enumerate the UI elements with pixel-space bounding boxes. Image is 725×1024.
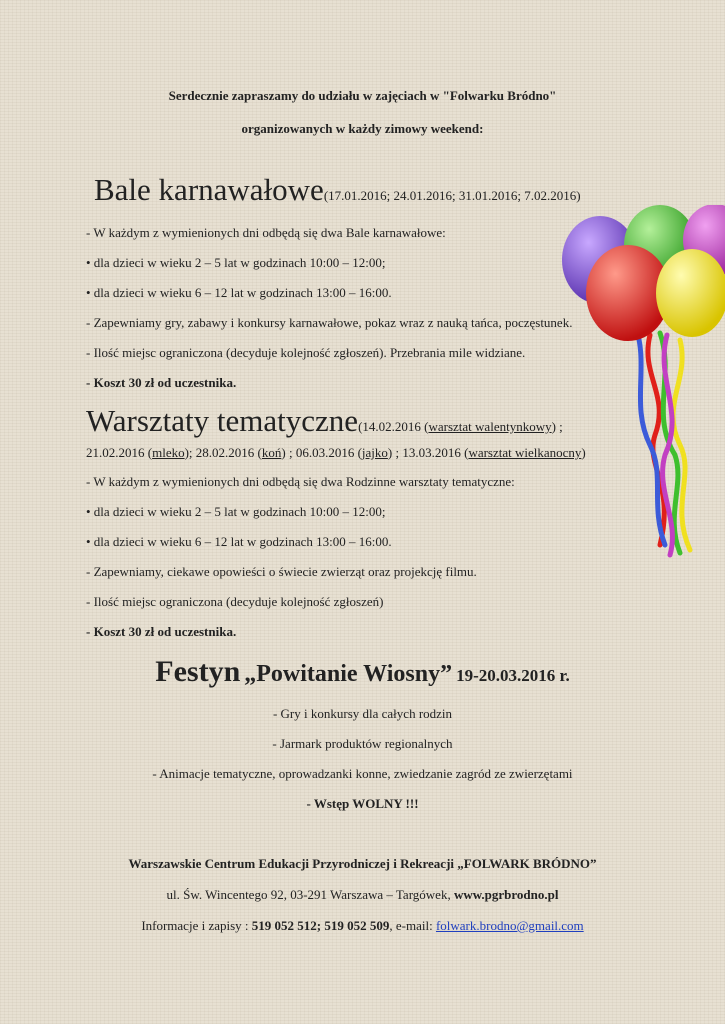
bale-line-3: • dla dzieci w wieku 6 – 12 lat w godzinach 13:00 – 16:00.	[86, 285, 392, 300]
warsztaty-line-2: • dla dzieci w wieku 2 – 5 lat w godzinach 10:00 – 12:00;	[86, 504, 386, 519]
festyn-free-entry: - Wstęp WOLNY !!!	[306, 796, 419, 811]
bale-dates: (17.01.2016; 24.01.2016; 31.01.2016; 7.02.2016)	[323, 188, 581, 203]
bale-heading	[94, 172, 581, 208]
warsztaty-wielkanocny-link[interactable]: warsztat wielkanocny	[468, 445, 582, 460]
intro-line-1: Serdecznie zapraszamy do udziału w zajęciach w "Folwarku Bródno"	[168, 88, 557, 103]
bale-line-5: - Ilość miejsc ograniczona (decyduje kolejność zgłoszeń). Przebrania mile widziane.	[86, 345, 526, 360]
footer-address-text: ul. Św. Wincentego 92, 03-291 Warszawa – Targówek,	[166, 887, 454, 902]
warsztaty-kon-link[interactable]: koń	[261, 445, 282, 460]
warsztaty-d2-post: )	[581, 445, 586, 460]
warsztaty-d2-mid2: ) ; 06.03.2016 (	[281, 445, 362, 460]
warsztaty-mleko-link[interactable]: mleko	[152, 445, 185, 460]
warsztaty-cost: - Koszt 30 zł od uczestnika.	[86, 624, 237, 639]
bale-line-1: - W każdym z wymienionych dni odbędą się dwa Bale karnawałowe:	[86, 225, 446, 240]
warsztaty-d2-mid1: ); 28.02.2016 (	[184, 445, 262, 460]
warsztaty-title: Warsztaty tematyczne	[86, 403, 359, 438]
footer-website-link[interactable]: www.pgrbrodno.pl	[453, 887, 559, 902]
footer-info-label: Informacje i zapisy :	[141, 918, 252, 933]
warsztaty-line-1: - W każdym z wymienionych dni odbędą się dwa Rodzinne warsztaty tematyczne:	[86, 474, 515, 489]
festyn-subtitle: „Powitanie Wiosny”	[244, 661, 453, 687]
festyn-heading	[0, 655, 725, 689]
festyn-line-3: - Animacje tematyczne, oprowadzanki konne, zwiedzanie zagród ze zwierzętami	[152, 766, 573, 781]
bale-line-2: • dla dzieci w wieku 2 – 5 lat w godzinach 10:00 – 12:00;	[86, 255, 386, 270]
balloons-illustration	[555, 205, 725, 565]
footer-address	[0, 887, 725, 903]
footer-email-link[interactable]: folwark.brodno@gmail.com	[435, 918, 584, 933]
warsztaty-line-3: • dla dzieci w wieku 6 – 12 lat w godzinach 13:00 – 16:00.	[86, 534, 392, 549]
bale-cost: - Koszt 30 zł od uczestnika.	[86, 375, 237, 390]
warsztaty-date-1-pre: (14.02.2016 (	[358, 419, 429, 434]
festyn-date: 19-20.03.2016 r.	[456, 666, 570, 685]
warsztaty-dates-line-2	[86, 445, 586, 461]
warsztaty-line-5: - Ilość miejsc ograniczona (decyduje kolejność zgłoszeń)	[86, 594, 384, 609]
festyn-title: Festyn	[155, 655, 241, 688]
warsztaty-jajko-link[interactable]: jajko	[361, 445, 388, 460]
intro-line-2: organizowanych w każdy zimowy weekend:	[241, 121, 484, 136]
warsztaty-walentynkowy-link[interactable]: warsztat walentynkowy	[428, 419, 552, 434]
footer-email-label: , e-mail:	[389, 918, 436, 933]
bale-title: Bale karnawałowe	[94, 172, 324, 207]
warsztaty-d2-mid3: ) ; 13.03.2016 (	[387, 445, 469, 460]
balloon-yellow	[656, 249, 725, 337]
festyn-line-1: - Gry i konkursy dla całych rodzin	[272, 706, 453, 721]
warsztaty-date-1-post: ) ;	[551, 419, 563, 434]
footer-phones: 519 052 512; 519 052 509	[251, 918, 390, 933]
warsztaty-line-4: - Zapewniamy, ciekawe opowieści o świecie zwierząt oraz projekcję filmu.	[86, 564, 477, 579]
festyn-line-2: - Jarmark produktów regionalnych	[272, 736, 453, 751]
warsztaty-heading	[86, 403, 563, 439]
footer-contact	[0, 918, 725, 934]
footer-org: Warszawskie Centrum Edukacji Przyrodniczej i Rekreacji „FOLWARK BRÓDNO”	[128, 856, 597, 871]
bale-line-4: - Zapewniamy gry, zabawy i konkursy karnawałowe, pokaz wraz z nauką tańca, poczęstunek.	[86, 315, 573, 330]
warsztaty-d2-pre: 21.02.2016 (	[86, 445, 153, 460]
